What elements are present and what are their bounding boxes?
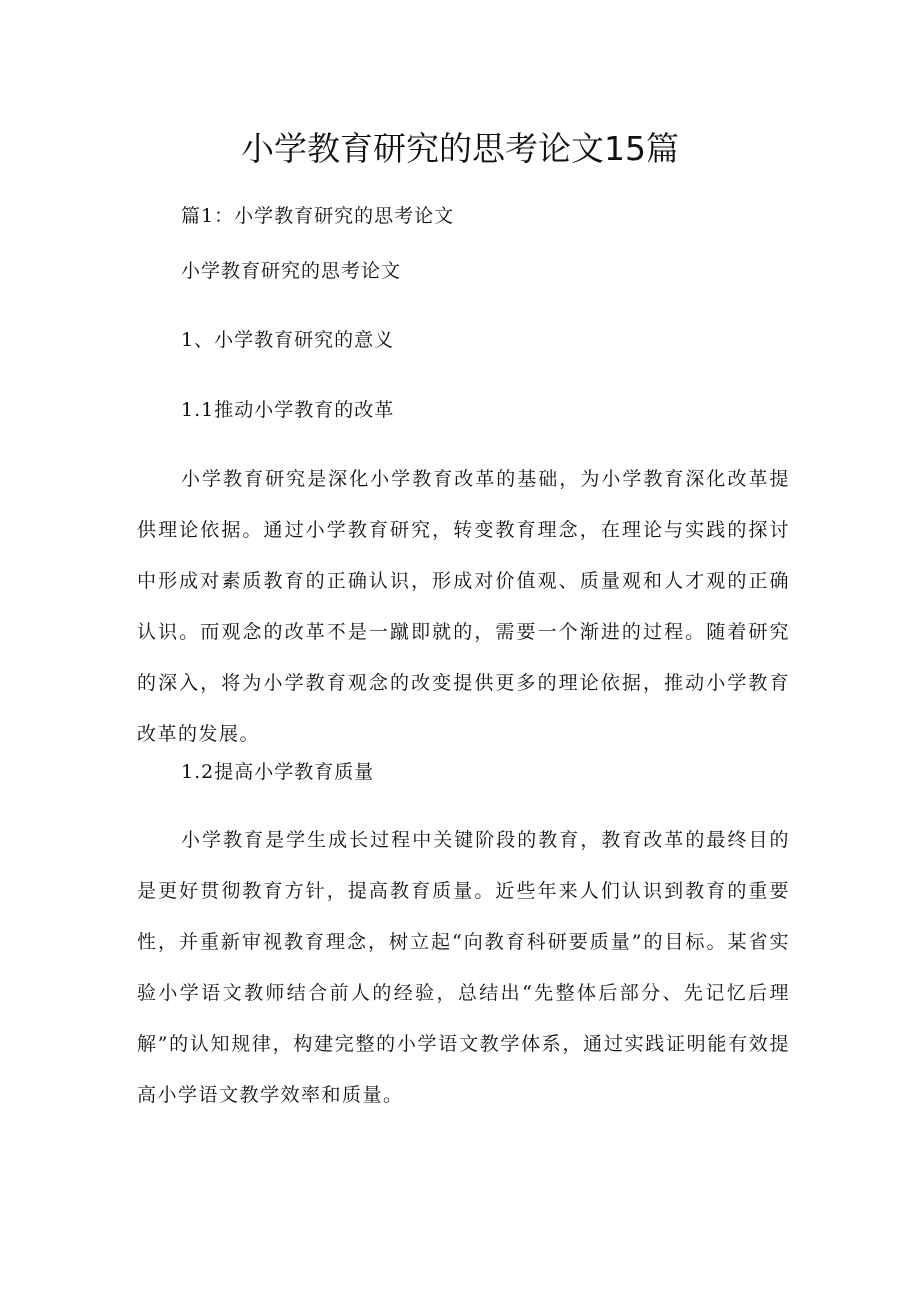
paragraph-2: 小学教育是学生成长过程中关键阶段的教育，教育改革的最终目的是更好贯彻教育方针，提高教育质量。近些年来人们认识到教育的重要性，并重新审视教育理念，树立起“向教育科研要质量”的目标。某省实验小学语文教师结合前人的经验，总结出“先整体后部分、先记忆后理解”的认知规律，构建完整的小学语文教学体系，通过实践证明能有效提高小学语文教学效率和质量。	[137, 829, 790, 1106]
section-heading-1: 1、小学教育研究的意义	[181, 329, 395, 351]
article-title: 小学教育研究的思考论文	[181, 260, 402, 282]
subsection-heading-1-1: 1.1推动小学教育的改革	[181, 399, 395, 421]
chapter-heading: 篇1：小学教育研究的思考论文	[181, 205, 455, 227]
document-title: 小学教育研究的思考论文15篇	[241, 129, 679, 168]
paragraph-1: 小学教育研究是深化小学教育改革的基础，为小学教育深化改革提供理论依据。通过小学教育研究，转变教育理念，在理论与实践的探讨中形成对素质教育的正确认识，形成对价值观、质量观和人才观的正确认识。而观念的改革不是一蹴即就的，需要一个渐进的过程。随着研究的深入，将为小学教育观念的改变提供更多的理论依据，推动小学教育改革的发展。	[137, 468, 790, 745]
subsection-heading-1-2: 1.2提高小学教育质量	[181, 761, 375, 783]
